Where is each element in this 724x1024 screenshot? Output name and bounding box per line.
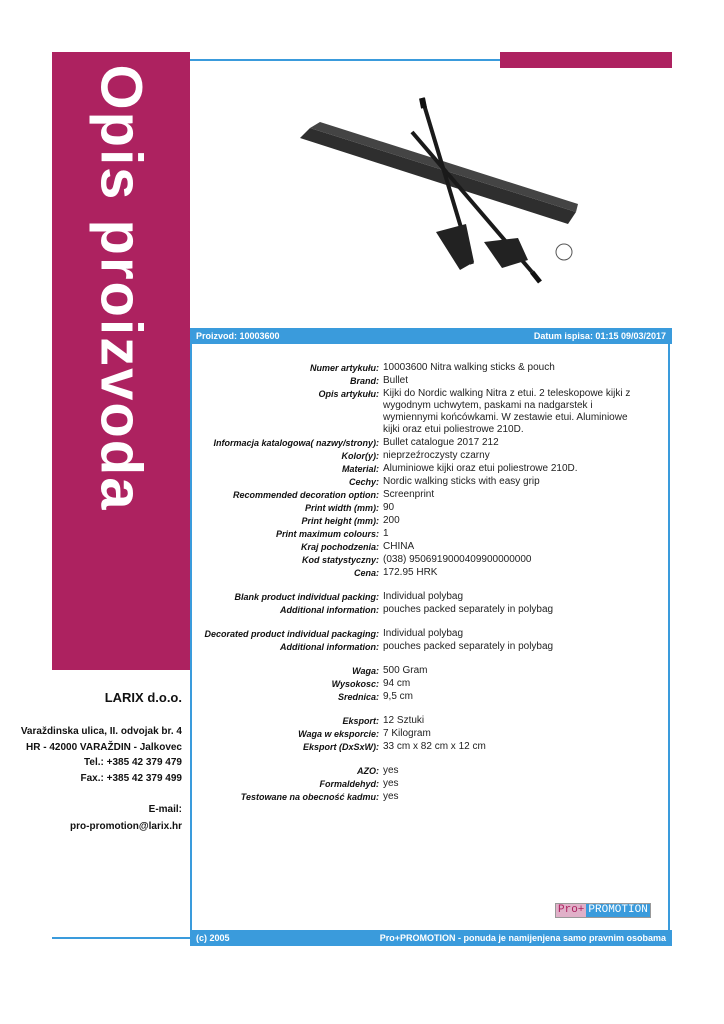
detail-value: 7 Kilogram [383, 728, 431, 739]
detail-value: 33 cm x 82 cm x 12 cm [383, 741, 486, 752]
detail-label: Kolor(y): [341, 451, 379, 461]
detail-label: Decorated product individual packaging: [204, 629, 379, 639]
detail-row [192, 502, 668, 514]
detail-value: pouches packed separately in polybag [383, 604, 554, 615]
detail-row [192, 641, 668, 653]
detail-label: Recommended decoration option: [232, 490, 379, 500]
detail-row [192, 591, 668, 603]
detail-label: Waga: [352, 666, 379, 676]
detail-row [192, 489, 668, 501]
group-spacer [192, 754, 668, 765]
copyright: (c) 2005 [196, 933, 230, 943]
detail-row [192, 678, 668, 690]
company-email-label: E-mail: [148, 804, 182, 815]
bottom-divider [52, 937, 190, 939]
detail-label: AZO: [357, 766, 379, 776]
detail-row [192, 765, 668, 777]
detail-value: yes [383, 791, 399, 802]
detail-value: yes [383, 765, 399, 776]
group-spacer [192, 704, 668, 715]
detail-value: 9,5 cm [383, 691, 414, 702]
detail-label: Informacja katalogowa( nazwy/strony): [213, 438, 379, 448]
detail-row [192, 728, 668, 740]
detail-label: Kod statystyczny: [301, 555, 379, 565]
detail-value: yes [383, 778, 399, 789]
detail-row [192, 450, 668, 462]
detail-value: 12 Sztuki [383, 715, 425, 726]
detail-label: Eksport (DxSxW): [302, 742, 379, 752]
group-spacer [192, 617, 668, 628]
top-accent-block [500, 52, 672, 68]
detail-row [192, 567, 668, 579]
detail-value: (038) 9506919000409900000000 [383, 554, 532, 565]
detail-row [192, 437, 668, 449]
detail-row [192, 541, 668, 553]
detail-row [192, 375, 668, 387]
detail-value: pouches packed separately in polybag [383, 641, 554, 652]
group-spacer [192, 654, 668, 665]
detail-label: Wysokosc: [331, 679, 379, 689]
detail-label: Testowane na obecność kadmu: [240, 792, 379, 802]
detail-row [192, 515, 668, 527]
company-address-line1: Varaždinska ulica, II. odvojak br. 4 [20, 726, 182, 737]
detail-value: Bullet catalogue 2017 212 [383, 437, 499, 448]
detail-value: Bullet [383, 375, 409, 386]
detail-value: Individual polybag [383, 591, 464, 602]
detail-row [192, 741, 668, 753]
detail-row [192, 554, 668, 566]
detail-value: 10003600 Nitra walking sticks & pouch [383, 362, 555, 373]
company-phone: Tel.: +385 42 379 479 [84, 757, 182, 768]
product-code: Proizvod: 10003600 [196, 331, 280, 341]
detail-row [192, 463, 668, 475]
detail-label: Print height (mm): [301, 516, 379, 526]
detail-label: Cechy: [348, 477, 379, 487]
detail-label: Formaldehyd: [319, 779, 379, 789]
detail-value: 90 [383, 502, 395, 513]
detail-value: Aluminiowe kijki oraz etui poliestrowe 210D. [383, 463, 578, 474]
company-fax: Fax.: +385 42 379 499 [80, 773, 182, 784]
detail-value: 172.95 HRK [383, 567, 438, 578]
detail-row [192, 715, 668, 727]
company-address-line2: HR - 42000 VARAŽDIN - Jalkovec [26, 742, 182, 753]
detail-row [192, 362, 668, 374]
brand-logo: Pro+ PROMOTION [555, 903, 651, 918]
detail-row [192, 791, 668, 803]
detail-label: Numer artykułu: [309, 363, 379, 373]
detail-value: Nordic walking sticks with easy grip [383, 476, 540, 487]
detail-label: Additional information: [280, 605, 379, 615]
detail-row [192, 628, 668, 640]
detail-label: Additional information: [280, 642, 379, 652]
detail-row [192, 778, 668, 790]
detail-row [192, 665, 668, 677]
detail-value: Screenprint [383, 489, 435, 500]
detail-label: Opis artykułu: [318, 389, 379, 399]
detail-row [192, 476, 668, 488]
detail-value: CHINA [383, 541, 415, 552]
detail-label: Brand: [350, 376, 379, 386]
footer-notice: Pro+PROMOTION - ponuda je namijenjena samo pravnim osobama [379, 933, 666, 943]
company-name: LARIX d.o.o. [104, 690, 182, 705]
detail-value: Kijki do Nordic walking Nitra z etui. 2 teleskopowe kijki z wygodnym uchwytem, paskami na nadgarstek i wymiennymi końcówkami. W zestawie etui. Aluminiowe kijki oraz etui poliestrowe 210D. [383, 388, 631, 435]
detail-value: 500 Gram [383, 665, 428, 676]
detail-label: Cena: [353, 568, 379, 578]
header-bar [190, 328, 672, 344]
detail-label: Blank product individual packing: [234, 592, 379, 602]
company-email[interactable]: pro-promotion@larix.hr [70, 821, 182, 832]
detail-row [192, 528, 668, 540]
detail-label: Kraj pochodzenia: [300, 542, 379, 552]
detail-label: Print width (mm): [305, 503, 379, 513]
detail-row [192, 388, 668, 436]
detail-label: Srednica: [337, 692, 379, 702]
footer-bar [190, 930, 672, 946]
detail-value: nieprzeźroczysty czarny [383, 450, 490, 461]
print-date: Datum ispisa: 01:15 09/03/2017 [533, 331, 666, 341]
detail-row [192, 604, 668, 616]
detail-value: 1 [383, 528, 389, 539]
detail-row [192, 691, 668, 703]
detail-value: Individual polybag [383, 628, 464, 639]
product-details [192, 362, 668, 804]
detail-label: Waga w eksporcie: [298, 729, 379, 739]
detail-label: Print maximum colours: [275, 529, 379, 539]
group-spacer [192, 580, 668, 591]
product-image [296, 92, 596, 292]
page-title: Opis proizvoda [88, 64, 154, 512]
detail-value: 94 cm [383, 678, 411, 689]
detail-label: Material: [341, 464, 379, 474]
detail-label: Eksport: [342, 716, 379, 726]
detail-value: 200 [383, 515, 400, 526]
